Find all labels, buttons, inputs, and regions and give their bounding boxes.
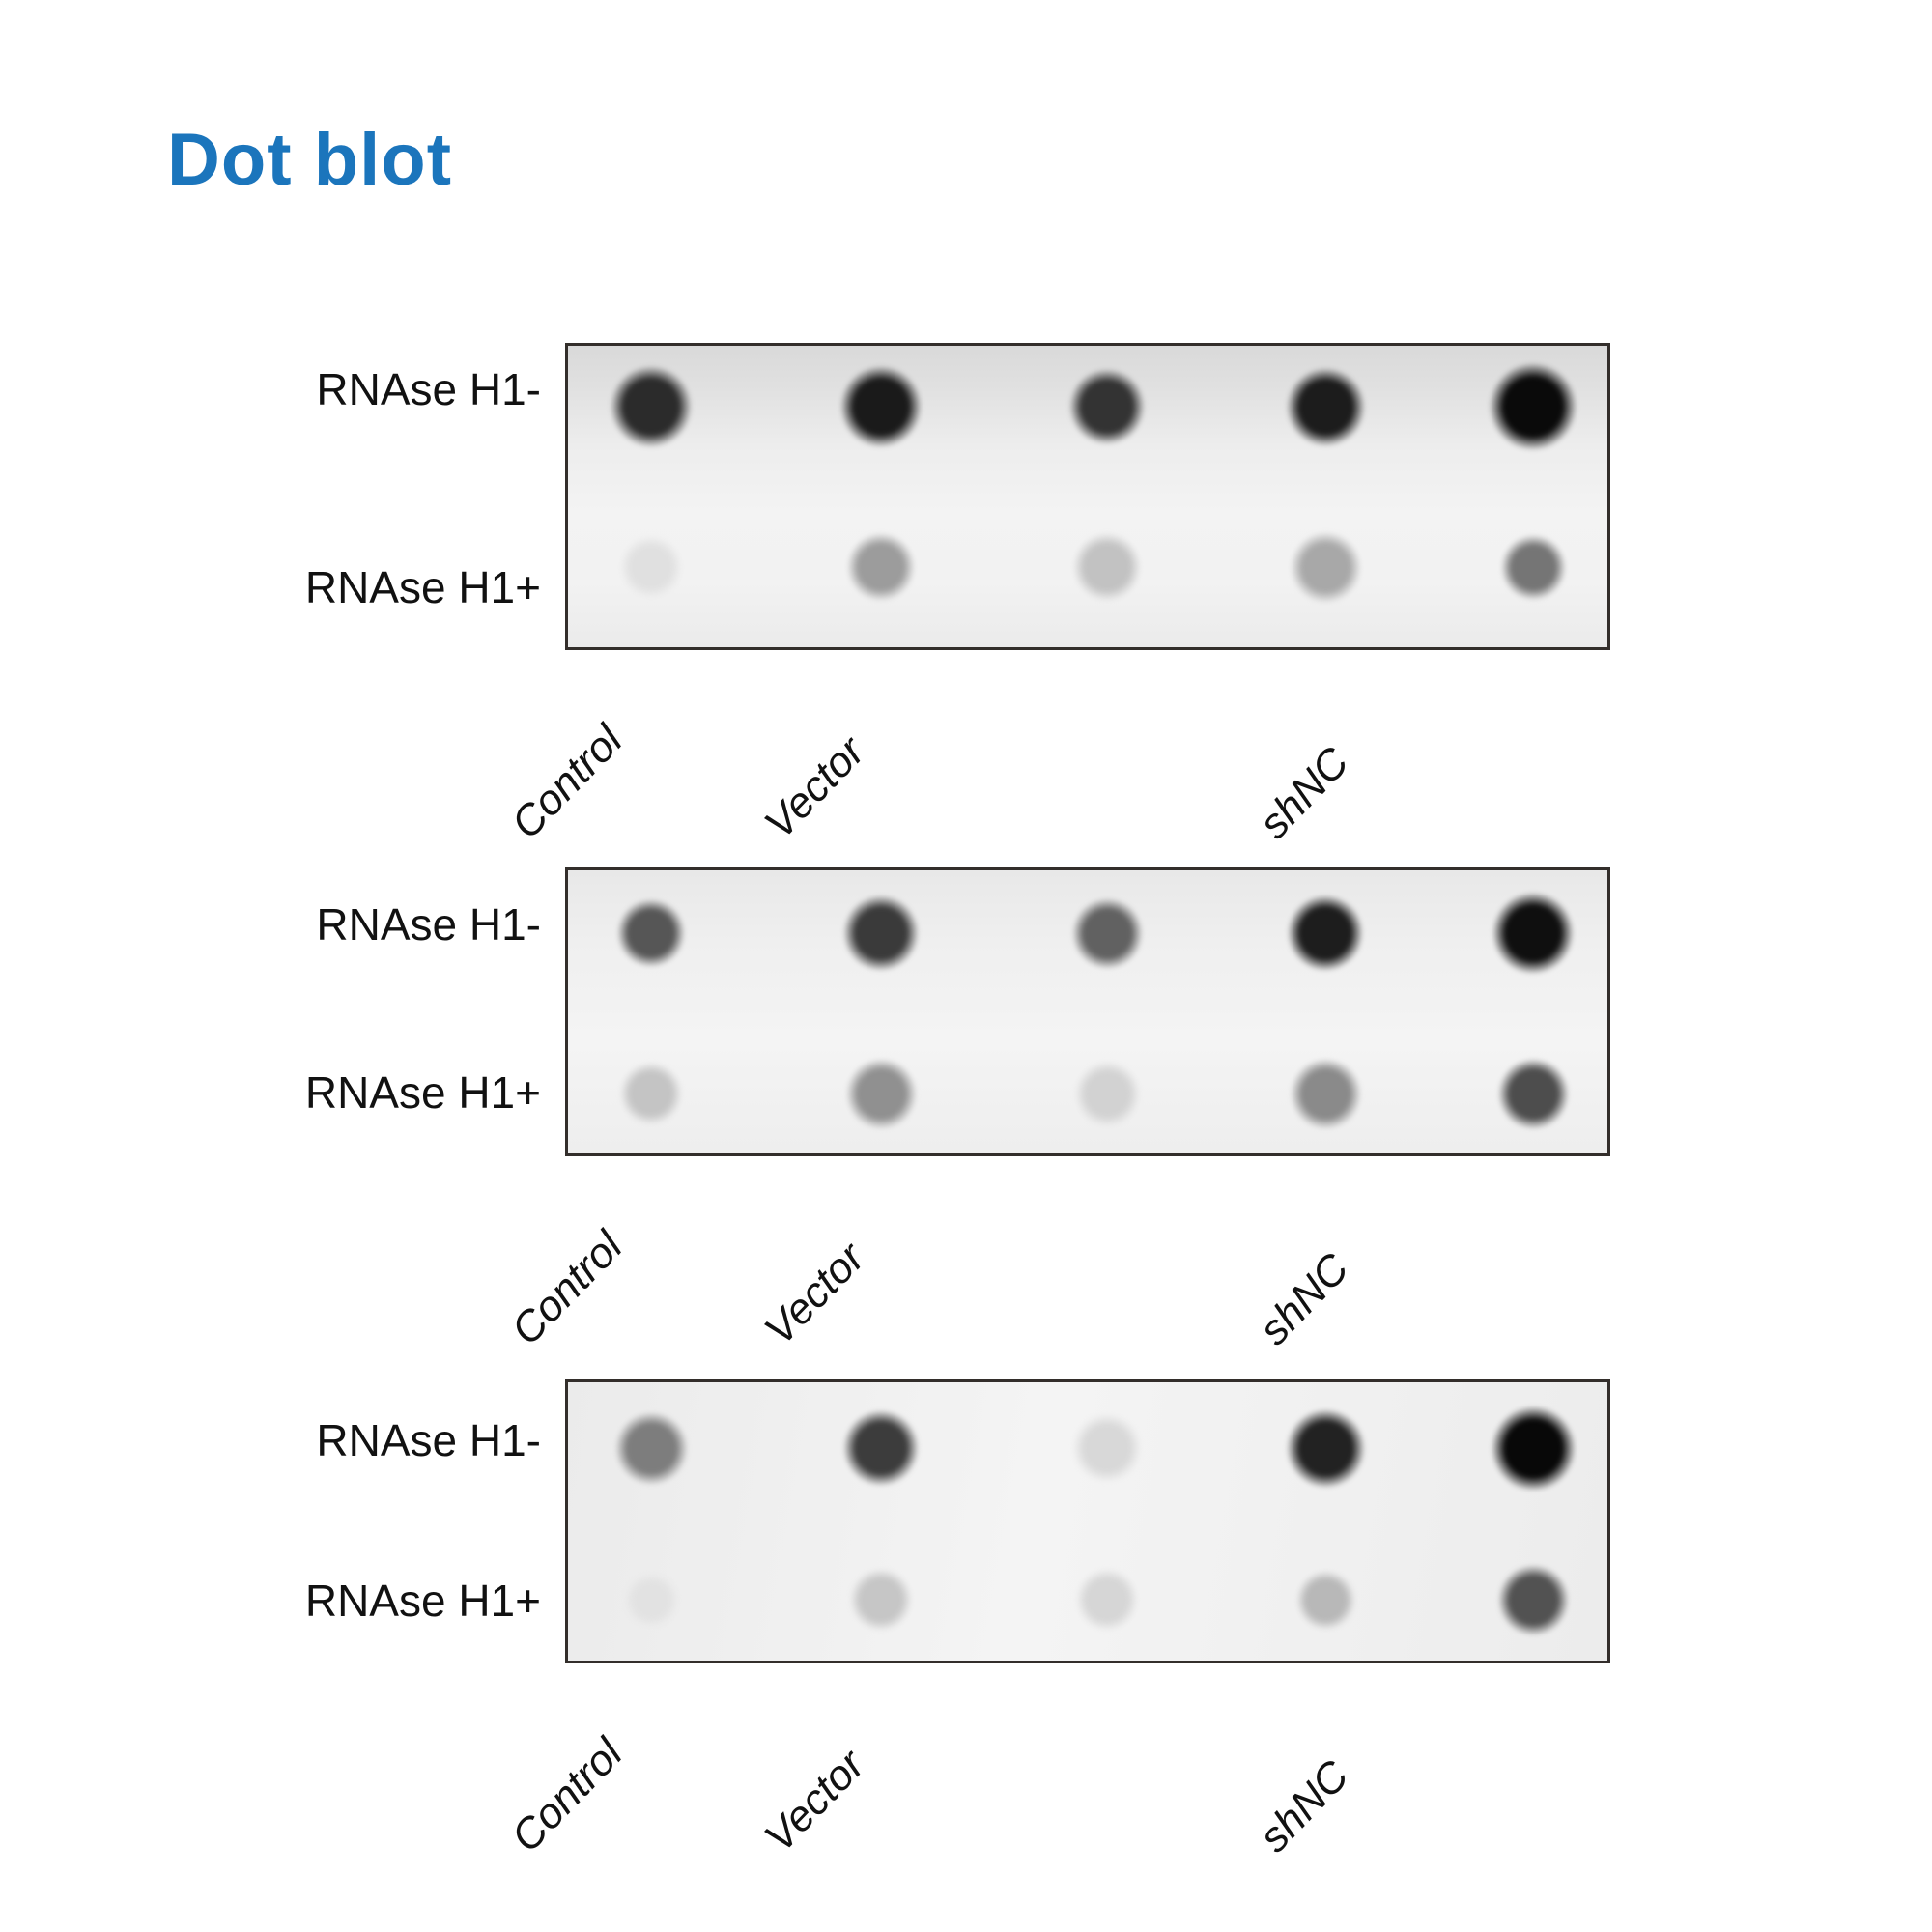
col-label-shnc: shNC [1250,738,1358,848]
blot-dot-r1-c1 [617,899,685,967]
blot-dot-r1-c3 [1072,898,1143,969]
col-label-vector: Vector [755,1234,874,1354]
blot-dot-r2-c1 [620,1063,682,1124]
blot-dot-r2-c2 [846,1059,917,1129]
blot-dot-r2-c2 [850,1569,912,1631]
blot-dot-r1-c3 [1069,369,1145,444]
blot-dot-r2-c4 [1296,1571,1355,1630]
blot-dot-r1-c5 [1492,893,1574,974]
blot-dot-r1-c4 [1288,895,1363,971]
row-label-rnase-h1-minus: RNAse H1- [316,1415,541,1465]
blot-dot-r2-c5 [1498,1565,1569,1635]
blot-dot-r2-c5 [1498,1059,1569,1129]
row-label-rnase-h1-plus: RNAse H1+ [304,1576,541,1626]
blot-dot-r1-c2 [843,895,919,971]
blot-dot-r2-c4 [1291,1059,1361,1129]
row-label-rnase-h1-plus: RNAse H1+ [304,1067,541,1118]
blot-dot-r2-c1 [620,536,682,598]
col-label-shnc: shNC [1250,1244,1358,1354]
row-label-rnase-h1-minus: RNAse H1- [316,899,541,950]
blot-dot-r1-c4 [1287,1409,1365,1488]
col-label-shnc: shNC [1250,1751,1358,1861]
blot-dot-r2-c5 [1501,535,1566,600]
blot-dot-r1-c2 [840,366,922,447]
blot-dot-r1-c4 [1287,368,1365,446]
col-label-control: Control [502,1222,632,1354]
col-label-vector: Vector [755,727,874,848]
blot-dot-r1-c5 [1492,1406,1576,1491]
col-label-control: Control [502,1729,632,1861]
blot-dot-r2-c4 [1291,532,1361,603]
blot-dot-r2-c3 [1075,1062,1140,1126]
row-label-rnase-h1-plus: RNAse H1+ [304,562,541,612]
blot-dot-r2-c2 [847,533,915,601]
col-label-vector: Vector [755,1741,874,1861]
blot-dot-r2-c3 [1073,533,1141,601]
blot-dot-r1-c1 [611,366,692,447]
row-label-rnase-h1-minus: RNAse H1- [316,364,541,414]
blot-dot-r1-c5 [1490,363,1577,450]
col-label-control: Control [502,716,632,848]
blot-dot-r1-c3 [1073,1414,1141,1482]
figure-title: Dot blot [167,119,453,201]
blot-dot-r1-c1 [615,1412,688,1485]
blot-dot-r2-c1 [625,1574,678,1627]
blot-dot-r2-c3 [1076,1569,1138,1631]
blot-dot-r1-c2 [843,1410,919,1486]
